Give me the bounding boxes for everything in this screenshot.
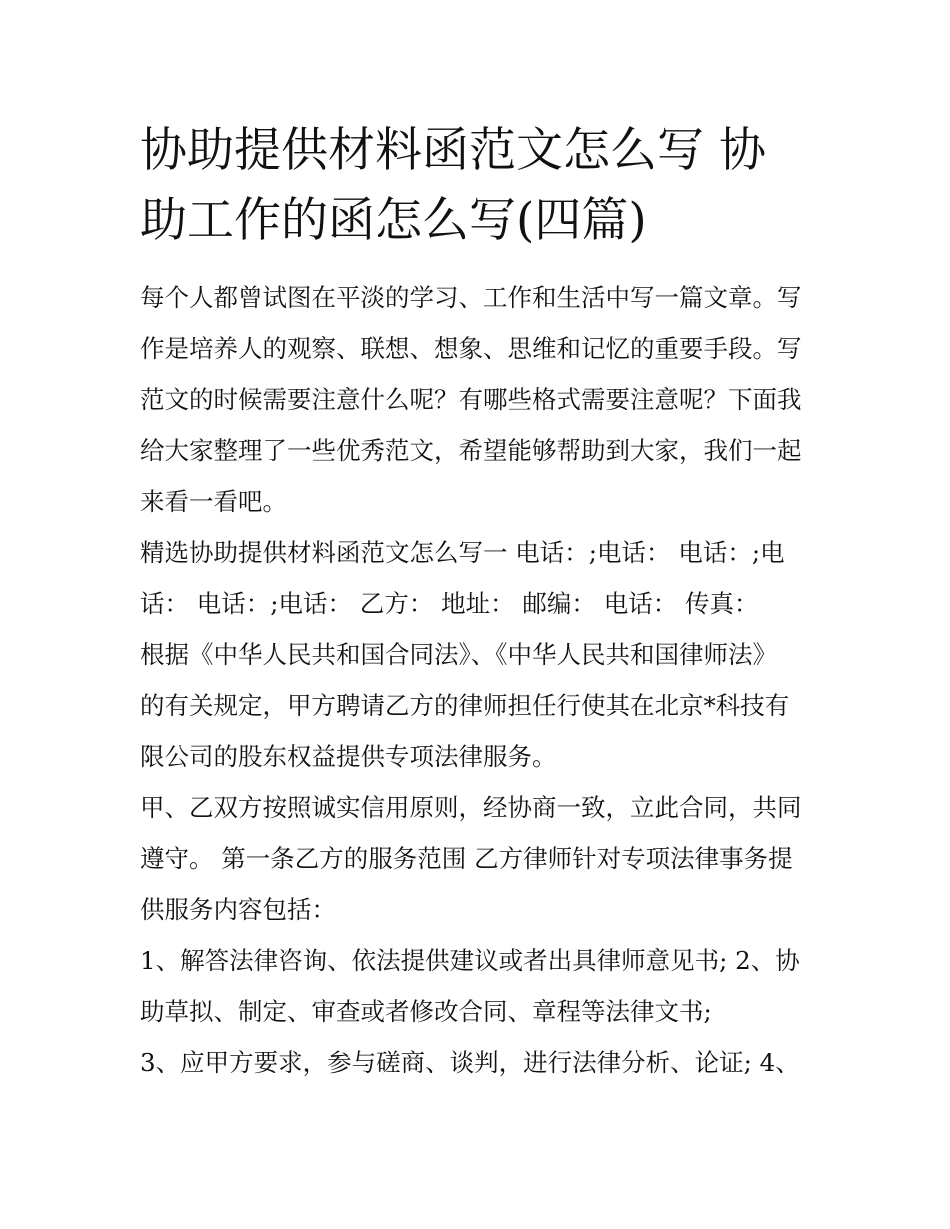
text-line: 根据《中华人民共和国合同法》、《中华人民共和国律师法》	[140, 640, 777, 669]
text-line: 给大家整理了一些优秀范文，希望能够帮助到大家，我们一起	[140, 436, 802, 465]
intro-paragraph	[140, 272, 820, 527]
text-line: 供服务内容包括：	[140, 895, 336, 924]
agreement-paragraph	[140, 782, 820, 935]
title-line: 协助提供材料函范文怎么写 协	[140, 123, 766, 178]
text-line: 来看一看吧。	[140, 487, 287, 516]
text-line: 助草拟、制定、审查或者修改合同、章程等法律文书;	[140, 997, 712, 1026]
service-item-paragraph	[140, 1037, 820, 1088]
text-line: 话： 电话：;电话： 乙方： 地址： 邮编： 电话： 传真：	[140, 589, 759, 618]
document-content	[140, 116, 820, 1088]
title-line: 助工作的函怎么写(四篇)	[140, 193, 647, 248]
text-line: 范文的时候需要注意什么呢？有哪些格式需要注意呢？下面我	[140, 385, 802, 414]
text-line: 每个人都曾试图在平淡的学习、工作和生活中写一篇文章。写	[140, 283, 802, 312]
text-line: 精选协助提供材料函范文怎么写一 电话：;电话： 电话：;电	[140, 538, 785, 567]
text-line: 3、应甲方要求，参与磋商、谈判，进行法律分析、论证; 4、	[140, 1048, 800, 1077]
text-line: 1、解答法律咨询、依法提供建议或者出具律师意见书; 2、协	[140, 946, 800, 975]
text-line: 遵守。 第一条乙方的服务范围 乙方律师针对专项法律事务提	[140, 844, 793, 873]
basis-paragraph	[140, 629, 820, 782]
text-line: 作是培养人的观察、联想、想象、思维和记忆的重要手段。写	[140, 334, 802, 363]
text-line: 限公司的股东权益提供专项法律服务。	[140, 742, 557, 771]
contact-paragraph	[140, 527, 820, 629]
text-line: 的有关规定，甲方聘请乙方的律师担任行使其在北京*科技有	[140, 691, 790, 720]
document-title	[140, 116, 820, 256]
text-line: 甲、乙双方按照诚实信用原则，经协商一致，立此合同，共同	[140, 793, 802, 822]
service-item-paragraph	[140, 935, 820, 1037]
